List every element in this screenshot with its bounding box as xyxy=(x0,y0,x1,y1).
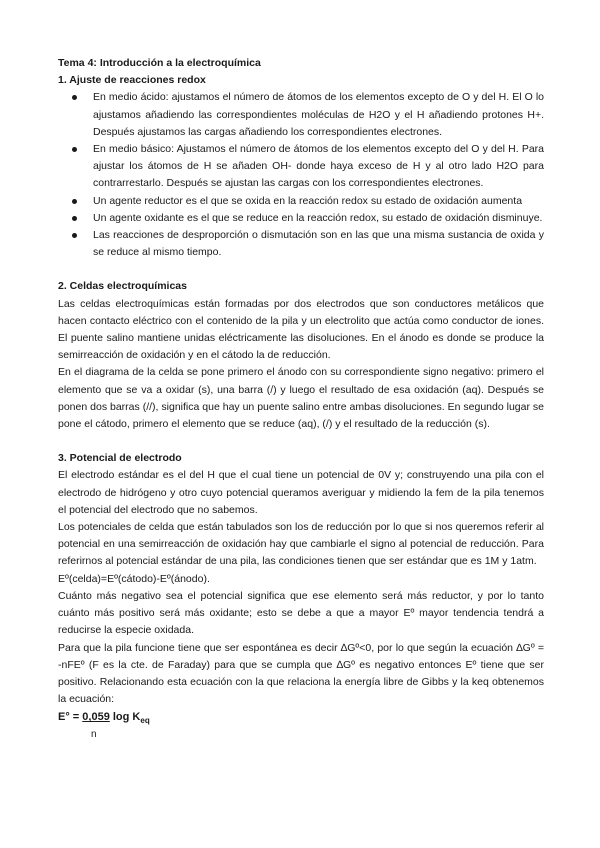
section-2-paragraph-2: En el diagrama de la celda se pone primero el ánodo con su correspondiente signo negativo: primero el elemento que se va a oxidar (s), una barra (/) y luego el resultado de esa oxidación (aq). Después se ponen dos barras (//), significa que hay un puente salino entre ambas disoluciones. En segundo lugar se pone el cátodo, primero el elemento que se reduce (aq), (/) y el resultado de la reducción (s). xyxy=(58,366,544,431)
formula-lhs: E° = xyxy=(58,711,83,724)
section-3-paragraph-5: Para que la pila funcione tiene que ser espontánea es decir ∆Gº<0, por lo que según la ecuación ∆Gº = -nFEº (F es la cte. de Faraday) para que se cumpla que ∆Gº es negativo entonces Eº tiene que ser positivo. Relacionando esta ecuación con la que relaciona la energía libre de Gibbs y la keq obtenemos la ecuación: xyxy=(58,641,544,706)
document-title: Tema 4: Introducción a la electroquímica xyxy=(58,57,261,69)
spacer xyxy=(58,433,544,450)
spacer xyxy=(58,261,544,278)
bullet-acid-medium: En medio ácido: ajustamos el número de átomos de los elementos excepto de O y del H. El O lo ajustamos añadiendo las correspondientes moléculas de H2O y el H añadiendo protones H+. Después ajustamos las cargas añadiendo los correspondientes electrones. xyxy=(93,89,544,141)
bullet-disproportionation: Las reacciones de desproporción o dismutación son en las que una misma sustancia de oxida y se reduce al mismo tiempo. xyxy=(93,227,544,261)
formula-log-k: log K xyxy=(109,711,141,724)
section-2-paragraph-1: Las celdas electroquímicas están formadas por dos electrodos que son conductores metálicos que hacen contacto eléctrico con el contenido de la pila y un electrolito que actúa como conductor de iones. El puente salino mantiene unidas eléctricamente las disoluciones. En el ánodo es donde se produce la semirreacción de oxidación y en el cátodo la de reducción. xyxy=(58,297,544,362)
section-3-paragraph-3: Eº(celda)=Eº(cátodo)-Eº(ánodo). xyxy=(58,572,210,585)
redox-bullet-list xyxy=(58,89,544,261)
section-1-heading: 1. Ajuste de reacciones redox xyxy=(58,74,206,87)
formula-numerator: 0,059 xyxy=(82,711,110,724)
bullet-reducing-agent: Un agente reductor es el que se oxida en la reacción redox su estado de oxidación aumenta xyxy=(93,193,544,210)
nernst-formula xyxy=(58,709,544,729)
formula-denominator: n xyxy=(91,728,97,740)
bullet-oxidizing-agent: Un agente oxidante es el que se reduce en la reacción redox, su estado de oxidación disminuye. xyxy=(93,210,544,227)
section-2-heading: 2. Celdas electroquímicas xyxy=(58,280,187,293)
formula-subscript: eq xyxy=(140,716,150,726)
bullet-basic-medium: En medio básico: Ajustamos el número de átomos de los elementos excepto del O y del H. Para ajustar los átomos de H se añaden OH- donde haya exceso de H y al otro lado H2O para contrarrestarlo. Después se ajustan las cargas con los correspondientes electrones. xyxy=(93,141,544,193)
section-3-paragraph-2: Los potenciales de celda que están tabulados son los de reducción por lo que si nos queremos referir al potencial en una semirreacción de oxidación hay que cambiarle el signo al potencial de reducción. Para referirnos al potencial estándar de una pila, las condiciones tienen que ser estándar que es 1M y 1atm. xyxy=(58,521,544,568)
section-3-heading: 3. Potencial de electrodo xyxy=(58,452,182,465)
section-3-paragraph-1: El electrodo estándar es el del H que el cual tiene un potencial de 0V y; construyendo una pila con el electrodo de hidrógeno y otro cuyo potencial queramos averiguar y midiendo la fem de la pila tenemos el potencial del electrodo que no sabemos. xyxy=(58,469,544,516)
section-3-paragraph-4: Cuánto más negativo sea el potencial significa que ese elemento será más reductor, y por lo tanto cuánto más positivo será más oxidante; esto se debe a que a mayor Eº mayor tendencia tendrá a reducirse la especie oxidada. xyxy=(58,589,544,637)
